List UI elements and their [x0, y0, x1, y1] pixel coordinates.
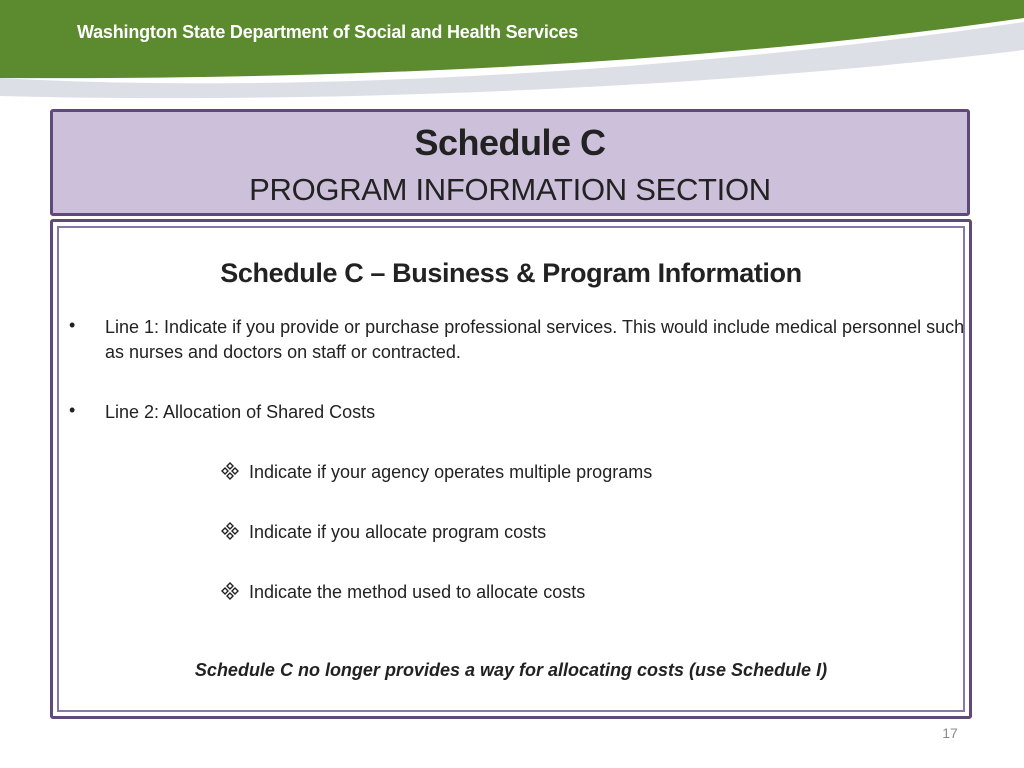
header-banner — [0, 0, 1024, 100]
schedule-note: Schedule C no longer provides a way for allocating costs (use Schedule I) — [194, 660, 828, 680]
sub-item-text: Indicate if your agency operates multiple programs — [249, 462, 653, 482]
slide-title: Schedule C — [414, 122, 606, 163]
sub-item-text: Indicate the method used to allocate costs — [249, 582, 586, 602]
four-diamond-bullet-icon — [221, 462, 239, 480]
sub-item — [221, 580, 585, 605]
bullet-line-2: Line 2: Allocation of Shared Costs — [105, 402, 376, 422]
sub-item — [221, 520, 546, 545]
content-inner-frame — [57, 226, 965, 712]
page-number: 17 — [942, 725, 958, 741]
slide-subtitle: PROGRAM INFORMATION SECTION — [249, 172, 771, 207]
organization-name: Washington State Department of Social and Health Services — [77, 22, 579, 42]
title-box — [50, 109, 970, 216]
four-diamond-bullet-icon — [221, 522, 239, 540]
bullet-marker: • — [69, 400, 76, 420]
sub-item-text: Indicate if you allocate program costs — [249, 522, 547, 542]
sub-item — [221, 460, 652, 485]
content-box — [50, 219, 972, 719]
four-diamond-bullet-icon — [221, 582, 239, 600]
bullet-line-1: Line 1: Indicate if you provide or purchase professional services. This would include medical personnel such as nurses and doctors on staff or contracted. — [105, 317, 965, 362]
content-heading: Schedule C – Business & Program Information — [220, 258, 802, 288]
bullet-marker: • — [69, 315, 76, 335]
